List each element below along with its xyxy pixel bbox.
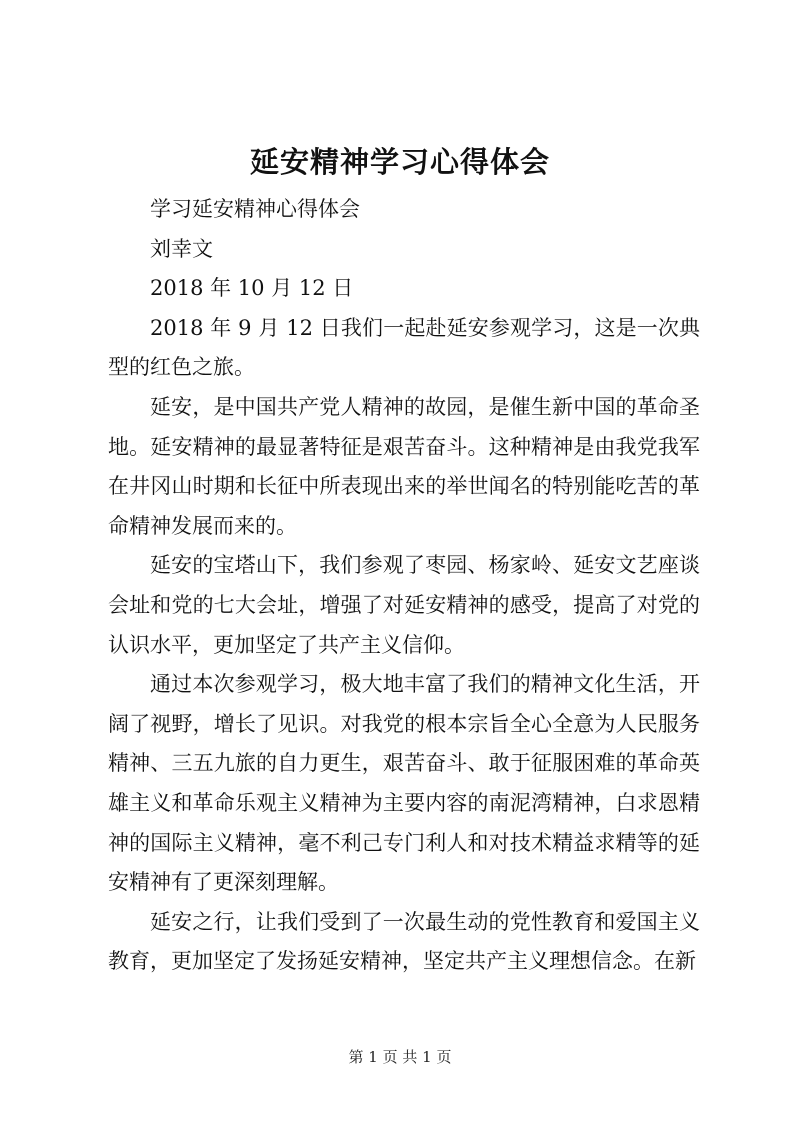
paragraph: 延安之行，让我们受到了一次最生动的党性教育和爱国主义教育，更加坚定了发扬延安精神，坚定共产主义理想信念。在新 xyxy=(108,909,700,974)
paragraph: 2018 年 9 月 12 日我们一起赴延安参观学习，这是一次典型的红色之旅。 xyxy=(108,315,700,380)
date-line: 2018 年 10 月 12 日 xyxy=(150,276,354,301)
document-body xyxy=(108,190,700,982)
paragraph: 延安的宝塔山下，我们参观了枣园、杨家岭、延安文艺座谈会址和党的七大会址，增强了对延安精神的感受，提高了对党的认识水平，更加坚定了共产主义信仰。 xyxy=(108,553,700,657)
page-footer: 第 1 页 共 1 页 xyxy=(348,1048,452,1066)
author-line: 刘幸文 xyxy=(150,236,213,261)
document-title: 延安精神学习心得体会 xyxy=(249,145,550,179)
paragraph: 通过本次参观学习，极大地丰富了我们的精神文化生活，开阔了视野，增长了见识。对我党的根本宗旨全心全意为人民服务精神、三五九旅的自力更生，艰苦奋斗、敢于征服困难的革命英雄主义和革命乐观主义精神为主要内容的南泥湾精神，白求恩精神的国际主义精神，毫不利己专门利人和对技术精益求精等的延安精神有了更深刻理解。 xyxy=(108,672,700,895)
paragraph: 延安，是中国共产党人精神的故园，是催生新中国的革命圣地。延安精神的最显著特征是艰苦奋斗。这种精神是由我党我军在井冈山时期和长征中所表现出来的举世闻名的特别能吃苦的革命精神发展而来的。 xyxy=(108,394,700,538)
subtitle-line: 学习延安精神心得体会 xyxy=(150,197,360,221)
